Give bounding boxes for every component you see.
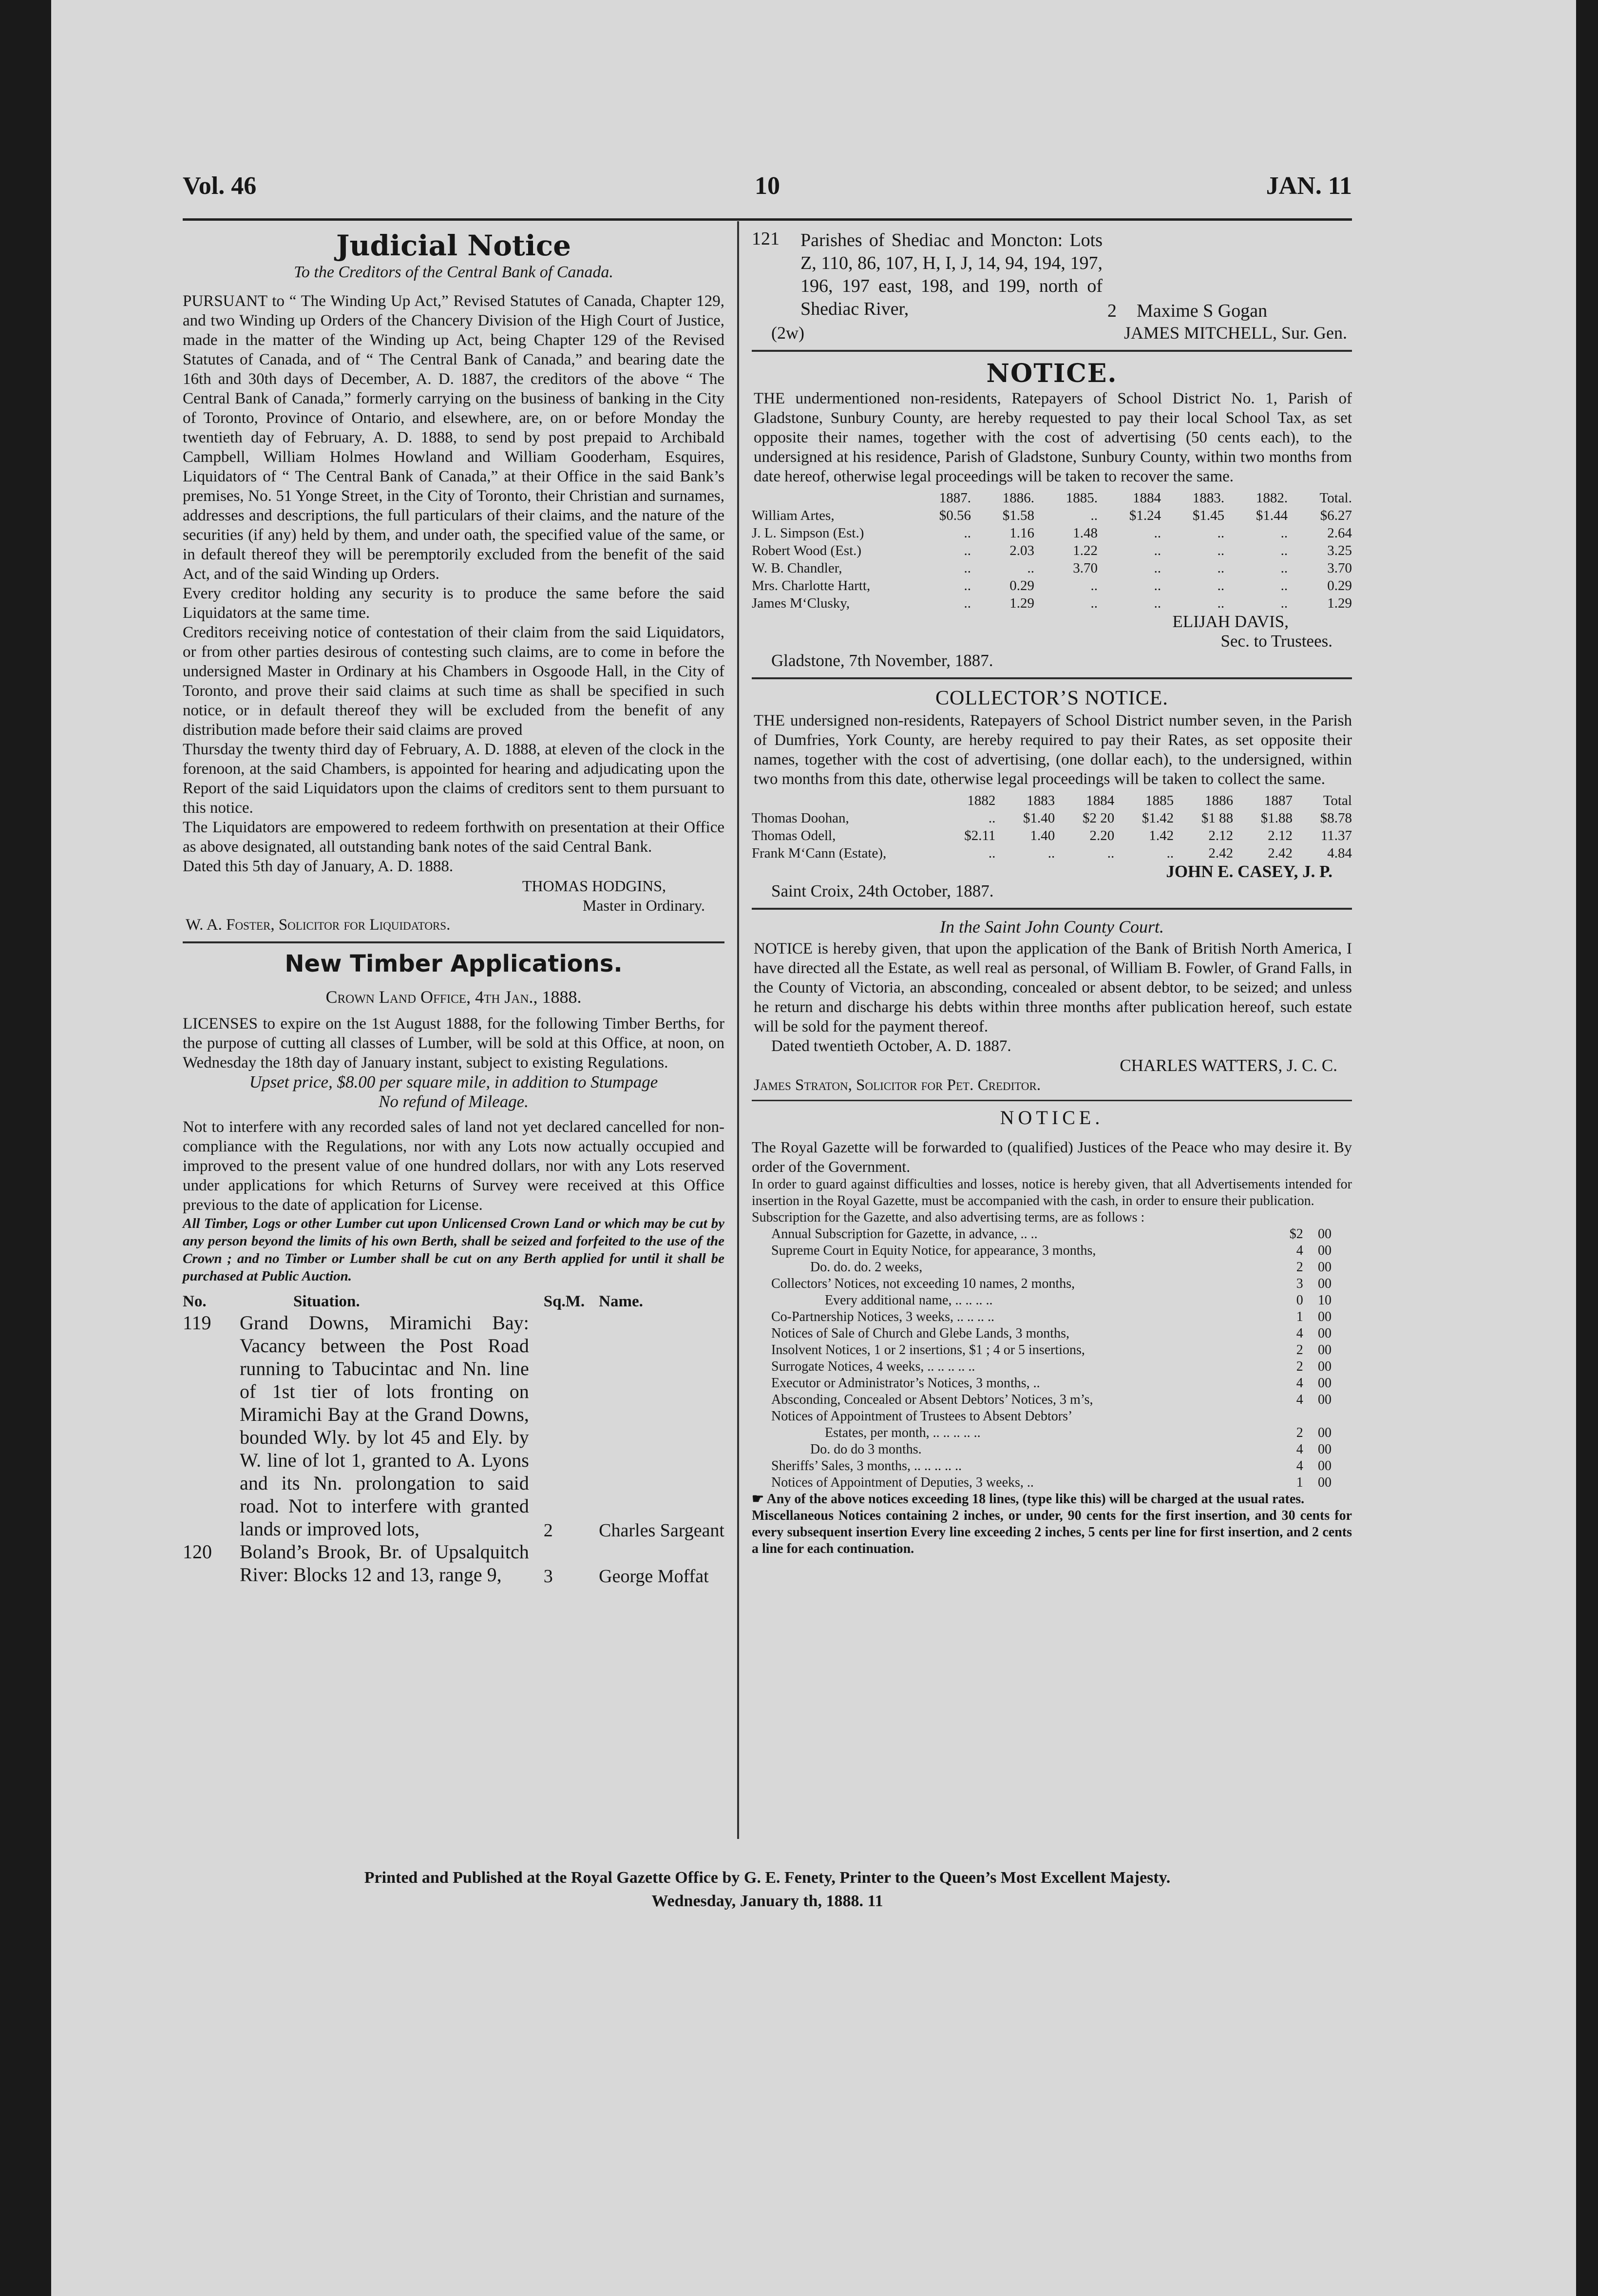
- cell: 3.70: [1073, 560, 1098, 576]
- timber-refund: No refund of Mileage.: [379, 1092, 529, 1111]
- cell: 2.42: [1208, 845, 1234, 861]
- table-row: [771, 1226, 1332, 1243]
- table-row: [752, 524, 1352, 542]
- footer-date-line: Wednesday, January th, 1888. 11: [651, 1892, 883, 1910]
- rate-dollars: 2: [1296, 1425, 1303, 1440]
- cell: $0.56: [939, 508, 971, 524]
- gazette-notice-body: [752, 1137, 1352, 1226]
- cell: $1.58: [1002, 508, 1035, 524]
- table-row: [771, 1474, 1332, 1491]
- table-row: [183, 1540, 724, 1586]
- column-divider: [737, 221, 739, 1839]
- rate-label: Co-Partnership Notices, 3 weeks, .. .. .. ..: [771, 1309, 995, 1324]
- table-row: [771, 1259, 1332, 1276]
- court-body: NOTICE is hereby given, that upon the application of the Bank of British North America, I have directed all the Estate, as well real as personal, of William B. Fowler, of Grand Falls, in the County of Victoria, an absconding, concealed or absent debtor, to be seized; and unless he return and discharge his debts within three months after publication hereof, such estate will be sold for the payment thereof.: [754, 939, 1352, 1035]
- pointing-hand-icon: ☛: [752, 1491, 767, 1507]
- judicial-p3: Creditors receiving notice of contestation of their claim from the said Liquidators, or from other parties desirous of contesting such claims, are to come in before the undersigned Master in Ordinary at his Chambers in Osgoode Hall, in the City of Toronto, and prove their said claims at such time as shall be specified in such notice, or in default thereof they will be excluded from the benefit of any distribution made before their said claims are proved: [183, 623, 724, 739]
- table-row: [771, 1441, 1332, 1458]
- timber-body: [183, 1014, 724, 1285]
- ratepayer-name: Frank M‘Cann (Estate),: [752, 845, 887, 861]
- year-header: 1887: [1264, 792, 1293, 808]
- judicial-p5: The Liquidators are empowered to redeem forthwith on presentation at their Office as above designated, all outstanding bank notes of the said Central Bank.: [183, 818, 724, 856]
- year-header: 1884: [1086, 792, 1115, 808]
- table-row: [771, 1358, 1332, 1375]
- cell: 4.84: [1327, 845, 1352, 861]
- cell: ..: [1090, 508, 1098, 524]
- rate-cents: 10: [1318, 1292, 1332, 1308]
- cell: 0.29: [1327, 578, 1352, 594]
- footer-printer-line: Printed and Published at the Royal Gazette Office by G. E. Fenety, Printer to the Queen’s Most Excellent Majesty.: [364, 1869, 1171, 1887]
- cell: ..: [1027, 560, 1035, 576]
- row-situation: Grand Downs, Miramichi Bay: Vacancy between the Post Road running to Tabucintac and Nn. line of 1st tier of lots fronting on Miramichi Bay at the Grand Downs, bounded Wly. by lot 45 and Ely. by W. line of lot 1, granted to A. Lyons and its Nn. prolongation to said road. Not to interfere with granted lands or improved lots,: [239, 1312, 529, 1540]
- table-row: [771, 1325, 1332, 1342]
- gazette-notice-p4-text: Any of the above notices exceeding 18 lines, (type like this) will be charged at the usual rates.: [766, 1491, 1305, 1507]
- cell: $1 88: [1201, 810, 1234, 826]
- rate-label: Surrogate Notices, 4 weeks, .. .. .. .. ..: [771, 1358, 975, 1374]
- table-row: [771, 1425, 1332, 1441]
- cell: 2.12: [1268, 827, 1293, 843]
- table-row: [752, 559, 1352, 577]
- table-row: [752, 542, 1352, 559]
- judicial-p2: Every creditor holding any security is to produce the same before the said Liquidators at the same time.: [183, 584, 724, 622]
- year-header: 1882.: [1256, 490, 1288, 506]
- cell: ..: [1217, 595, 1225, 612]
- section-rule: [752, 677, 1352, 679]
- cell: 0.29: [1009, 578, 1035, 594]
- judicial-notice-body: [183, 291, 724, 876]
- rate-cents: 00: [1318, 1375, 1332, 1391]
- school-tax-table: [752, 489, 1352, 612]
- year-header: 1887.: [939, 490, 971, 506]
- rate-label: Insolvent Notices, 1 or 2 insertions, $1 ; 4 or 5 insertions,: [771, 1342, 1085, 1358]
- cell: $6.27: [1320, 508, 1352, 524]
- rate-dollars: 0: [1296, 1292, 1303, 1308]
- year-header: 1883.: [1192, 490, 1225, 506]
- rate-dollars: 4: [1296, 1243, 1303, 1258]
- rate-dollars: 4: [1296, 1441, 1303, 1457]
- cell: ..: [964, 595, 971, 612]
- rate-dollars: 2: [1296, 1342, 1303, 1358]
- table-row: [752, 809, 1352, 827]
- rate-cents: 00: [1318, 1392, 1332, 1407]
- cell: ..: [1090, 578, 1098, 594]
- rate-label: Annual Subscription for Gazette, in advance, .. ..: [771, 1226, 1038, 1242]
- ratepayer-name: Thomas Odell,: [752, 827, 836, 843]
- rate-dollars: 2: [1296, 1358, 1303, 1374]
- cell: 1.29: [1009, 595, 1035, 612]
- cell: 1.16: [1009, 525, 1035, 541]
- newspaper-sheet: [51, 0, 1576, 2296]
- timber-table-header: [183, 1292, 724, 1311]
- table-row: [771, 1458, 1332, 1474]
- table-row: [771, 1375, 1332, 1392]
- timber-signature-line: [752, 323, 1352, 343]
- name-header-spacer: [752, 489, 908, 507]
- notice-signer-title: Sec. to Trustees.: [1220, 631, 1332, 651]
- cell: $1.45: [1192, 508, 1225, 524]
- notice-place-date: Gladstone, 7th November, 1887.: [771, 651, 993, 670]
- rate-label: Executor or Administrator’s Notices, 3 months, ..: [771, 1375, 1040, 1391]
- ratepayer-name: Mrs. Charlotte Hartt,: [752, 578, 871, 594]
- year-header: 1885: [1145, 792, 1174, 808]
- page-footer: [183, 1866, 1352, 1913]
- timber-warning: All Timber, Logs or other Lumber cut upon Unlicensed Crown Land or which may be cut by any person beyond the limits of his own Berth, shall be seized and forfeited to the use of the Crown ; and no Timber or Lumber shall be cut on any Berth applied for until it shall be purchased at Public Auction.: [183, 1216, 724, 1284]
- volume-label: Vol. 46: [183, 172, 257, 200]
- cell: ..: [1280, 560, 1288, 576]
- timber-office-date: Crown Land Office, 4th Jan., 1888.: [325, 987, 582, 1007]
- table-row: [752, 594, 1352, 612]
- rate-cents: 00: [1318, 1342, 1332, 1358]
- ratepayer-name: Thomas Doohan,: [752, 810, 849, 826]
- cell: $1.24: [1129, 508, 1161, 524]
- timber-berths-table-continued: [752, 229, 1352, 321]
- row-situation: Parishes of Shediac and Moncton: Lots Z, 110, 86, 107, H, I, J, 14, 94, 194, 197, 196, 197 east, 198, and 199, north of Shediac River,: [800, 230, 1103, 319]
- rate-dollars: 4: [1296, 1375, 1303, 1391]
- cell: ..: [988, 845, 996, 861]
- cell: ..: [988, 810, 996, 826]
- row-no: 121: [752, 229, 780, 249]
- gazette-notice-title: NOTICE.: [1000, 1106, 1104, 1129]
- gazette-notice-p4: [752, 1491, 1352, 1508]
- cell: ..: [1217, 543, 1225, 559]
- cell: ..: [1154, 595, 1161, 612]
- rate-dollars: 4: [1296, 1458, 1303, 1473]
- rate-label: Estates, per month, .. .. .. .. ..: [825, 1425, 981, 1440]
- rate-cents: 00: [1318, 1226, 1332, 1242]
- table-header-row: [752, 792, 1352, 809]
- court-dated: Dated twentieth October, A. D. 1887.: [771, 1037, 1011, 1055]
- row-no: 120: [183, 1541, 212, 1563]
- notice-title: NOTICE.: [986, 359, 1118, 388]
- cell: ..: [964, 525, 971, 541]
- judicial-dated: Dated this 5th day of January, A. D. 1888.: [183, 857, 454, 875]
- total-header: Total: [1323, 792, 1352, 808]
- section-rule: [752, 350, 1352, 352]
- rate-dollars: 1: [1296, 1474, 1303, 1490]
- rate-cents: 00: [1318, 1441, 1332, 1457]
- rate-label: Do. do do 3 months.: [810, 1441, 922, 1457]
- rate-cents: 00: [1318, 1259, 1332, 1275]
- collector-place-date: Saint Croix, 24th October, 1887.: [771, 881, 994, 900]
- rate-label: Notices of Sale of Church and Glebe Lands, 3 months,: [771, 1325, 1069, 1341]
- gazette-notice-p5: Miscellaneous Notices containing 2 inches, or under, 90 cents for the first insertion, and 30 cents for every subsequent insertion Every line exceeding 2 inches, 5 cents per line for first insertion, and 2 cents a line for each continuation.: [752, 1508, 1352, 1556]
- col-name: Name.: [599, 1293, 643, 1311]
- col-situation: Situation.: [293, 1293, 360, 1311]
- cell: $2 20: [1082, 810, 1115, 826]
- advertising-rates-table: [771, 1226, 1332, 1491]
- timber-upset-price: Upset price, $8.00 per square mile, in addition to Stumpage: [249, 1072, 658, 1092]
- collector-body: THE undersigned non-residents, Ratepayers of School District number seven, in the Parish of Dumfries, York County, are hereby required to pay their Rates, as set opposite their names, together with the cost of advertising, (one dollar each), to the undersigned, within two months from this date, otherwise legal proceedings will be taken to collect the same.: [754, 711, 1352, 788]
- collector-rates-table: [752, 792, 1352, 862]
- year-header: 1886.: [1002, 490, 1035, 506]
- total-header: Total.: [1319, 490, 1352, 506]
- rate-cents: 00: [1318, 1276, 1332, 1291]
- insertion-note: (2w): [771, 323, 804, 343]
- gazette-notice-p1: The Royal Gazette will be forwarded to (qualified) Justices of the Peace who may desire it. By order of the Government.: [752, 1138, 1352, 1175]
- rate-label: Notices of Appointment of Deputies, 3 weeks, ..: [771, 1474, 1034, 1490]
- cell: 2.64: [1327, 525, 1352, 541]
- col-no: No.: [183, 1293, 207, 1311]
- timber-p2: Not to interfere with any recorded sales of land not yet declared cancelled for non-compliance with the Regulations, nor with any Lots now actually occupied and improved to the present value of one hundred dollars, nor with any Lots reserved under applications for which Returns of Survey were received at this Office previous to the date of application for License.: [183, 1118, 724, 1214]
- cell: ..: [1280, 543, 1288, 559]
- cell: 2.12: [1208, 827, 1234, 843]
- cell: $1.42: [1141, 810, 1174, 826]
- rate-label: Absconding, Concealed or Absent Debtors’ Notices, 3 m’s,: [771, 1392, 1093, 1407]
- cell: ..: [1280, 578, 1288, 594]
- table-row: [183, 1311, 724, 1540]
- cell: ..: [1217, 560, 1225, 576]
- rate-cents: 00: [1318, 1425, 1332, 1440]
- year-header: 1886: [1205, 792, 1234, 808]
- cell: 1.22: [1073, 543, 1098, 559]
- table-row: [771, 1309, 1332, 1325]
- cell: $1.40: [1023, 810, 1055, 826]
- cell: 2.20: [1089, 827, 1115, 843]
- table-row: [771, 1292, 1332, 1309]
- court-signer: CHARLES WATTERS, J. C. C.: [1120, 1055, 1337, 1075]
- judicial-notice-title: Judicial Notice: [336, 229, 571, 262]
- rate-dollars: $2: [1289, 1226, 1303, 1242]
- judicial-solicitor: W. A. Foster, Solicitor for Liquidators.: [186, 916, 451, 934]
- rate-dollars: 1: [1296, 1309, 1303, 1324]
- judicial-signer: THOMAS HODGINS,: [522, 877, 666, 895]
- cell: $1.88: [1260, 810, 1293, 826]
- rate-dollars: 4: [1296, 1392, 1303, 1407]
- rate-cents: 00: [1318, 1458, 1332, 1473]
- row-name: Charles Sargeant: [599, 1520, 724, 1541]
- table-row: [771, 1392, 1332, 1408]
- notice-body: THE undermentioned non-residents, Ratepayers of School District No. 1, Parish of Gladstone, Sunbury County, are hereby requested to pay their local School Tax, as set opposite their names, together with the cost of advertising (50 cents each), to the undersigned at his residence, Parish of Gladstone, Sunbury County, within two months from date hereof, otherwise legal proceedings will be taken to recover the same.: [754, 390, 1352, 486]
- rate-label: Collectors’ Notices, not exceeding 10 names, 2 months,: [771, 1276, 1075, 1291]
- row-situation: Boland’s Brook, Br. of Upsalquitch River: Blocks 12 and 13, range 9,: [239, 1541, 529, 1586]
- header-rule: [183, 218, 1352, 221]
- table-header-row: [752, 489, 1352, 507]
- col-sqm: Sq.M.: [543, 1293, 585, 1311]
- table-row: [771, 1276, 1332, 1292]
- cell: 3.25: [1327, 543, 1352, 559]
- rate-cents: 00: [1318, 1309, 1332, 1324]
- surveyor-signature: JAMES MITCHELL, Sur. Gen.: [1124, 323, 1347, 343]
- table-row: [752, 507, 1352, 524]
- rate-label: Every additional name, .. .. .. ..: [825, 1292, 993, 1308]
- rate-dollars: [1269, 1408, 1303, 1425]
- judicial-p1: PURSUANT to “ The Winding Up Act,” Revised Statutes of Canada, Chapter 129, and two Winding up Orders of the Chancery Division of the High Court of Justice, made in the matter of the Winding up Act, being Chapter 129 of the Revised Statutes of Canada, and of “ The Central Bank of Canada,” and bearing date the 16th and 30th days of December, A. D. 1887, the creditors of the above “ The Central Bank of Canada,” formerly carrying on the business of banking in the City of Toronto, Province of Ontario, and elsewhere, are, on or before Monday the twentieth day of February, A. D. 1888, to send by post prepaid to Archibald Campbell, William Holmes Howland and William Gooderham, Esquires, Liquidators of “ The Central Bank of Canada,” at their Office in the said Bank’s premises, No. 51 Yonge Street, in the City of Toronto, their Christian and surnames, addresses and descriptions, the full particulars of their claims, and the nature of the securities (if any) held by them, and under oath, the specified value of the same, or in default thereof they will be peremptorily excluded from the benefit of the said Act, and of the said Winding up Orders.: [183, 292, 724, 583]
- cell: 1.40: [1030, 827, 1055, 843]
- rate-cents: 00: [1318, 1243, 1332, 1258]
- cell: ..: [964, 578, 971, 594]
- cell: ..: [1217, 578, 1225, 594]
- cell: ..: [1166, 845, 1174, 861]
- ratepayer-name: William Artes,: [752, 508, 835, 524]
- issue-date: JAN. 11: [1266, 172, 1352, 200]
- section-rule: [752, 1100, 1352, 1101]
- rate-label: Do. do. do. 2 weeks,: [810, 1259, 923, 1275]
- collector-title: COLLECTOR’S NOTICE.: [935, 687, 1168, 710]
- cell: 1.29: [1327, 595, 1352, 612]
- table-row: [752, 827, 1352, 844]
- rate-label: Notices of Appointment of Trustees to Absent Debtors’: [771, 1408, 1073, 1424]
- timber-berths-table: [183, 1292, 724, 1586]
- rate-dollars: 2: [1296, 1259, 1303, 1275]
- collector-signer: JOHN E. CASEY, J. P.: [1166, 861, 1332, 881]
- rate-dollars: 3: [1296, 1276, 1303, 1291]
- cell: ..: [1107, 845, 1115, 861]
- cell: 1.42: [1149, 827, 1174, 843]
- table-row: [752, 844, 1352, 862]
- rate-label: Supreme Court in Equity Notice, for appearance, 3 months,: [771, 1243, 1096, 1258]
- ratepayer-name: Robert Wood (Est.): [752, 543, 862, 559]
- cell: ..: [1154, 560, 1161, 576]
- cell: ..: [1154, 525, 1161, 541]
- gazette-notice-p3: Subscription for the Gazette, and also advertising terms, are as follows :: [752, 1209, 1145, 1225]
- row-no: 119: [183, 1312, 211, 1334]
- rate-dollars: 4: [1296, 1325, 1303, 1341]
- gazette-page: [183, 161, 1352, 2027]
- cell: ..: [964, 543, 971, 559]
- rate-cents: 00: [1318, 1325, 1332, 1341]
- rate-cents: 00: [1318, 1474, 1332, 1490]
- right-column: [752, 229, 1352, 1557]
- table-row: [771, 1243, 1332, 1259]
- year-header: 1884: [1133, 490, 1161, 506]
- row-sqm: 2: [1107, 301, 1117, 321]
- cell: 2.42: [1268, 845, 1293, 861]
- row-sqm: 3: [543, 1566, 553, 1587]
- cell: ..: [1090, 595, 1098, 612]
- year-header: 1882: [967, 792, 996, 808]
- cell: ..: [1154, 543, 1161, 559]
- table-row: [771, 1408, 1332, 1425]
- table-row: [752, 229, 1352, 321]
- section-rule: [752, 908, 1352, 910]
- court-solicitor: James Straton, Solicitor for Pet. Creditor.: [754, 1076, 1041, 1094]
- cell: 3.70: [1327, 560, 1352, 576]
- cell: 11.37: [1320, 827, 1352, 843]
- cell: ..: [1280, 525, 1288, 541]
- row-sqm: 2: [543, 1520, 553, 1541]
- name-header-spacer: [752, 792, 937, 809]
- cell: ..: [964, 560, 971, 576]
- cell: $1.44: [1256, 508, 1288, 524]
- rate-label: Sheriffs’ Sales, 3 months, .. .. .. .. ..: [771, 1458, 962, 1473]
- cell: ..: [1217, 525, 1225, 541]
- cell: 1.48: [1073, 525, 1098, 541]
- rate-cents: [1303, 1408, 1332, 1425]
- section-rule: [183, 941, 724, 943]
- gazette-notice-terms: [752, 1491, 1352, 1557]
- year-header: 1883: [1027, 792, 1055, 808]
- gazette-notice-p2: In order to guard against difficulties and losses, notice is hereby given, that all Advertisements intended for insertion in the Royal Gazette, must be accompanied with the cash, in order to ensure their publication.: [752, 1176, 1352, 1208]
- page-number: 10: [755, 172, 780, 200]
- row-name: George Moffat: [599, 1566, 709, 1587]
- timber-title: New Timber Applications.: [285, 950, 623, 977]
- cell: ..: [1047, 845, 1055, 861]
- judicial-notice-subtitle: To the Creditors of the Central Bank of Canada.: [294, 263, 613, 281]
- cell: ..: [1280, 595, 1288, 612]
- table-row: [771, 1342, 1332, 1358]
- timber-p1: LICENSES to expire on the 1st August 1888, for the following Timber Berths, for the purpose of cutting all classes of Lumber, will be sold at this Office, at noon, on Wednesday the 18th day of January instant, subject to existing Regulations.: [183, 1015, 724, 1072]
- notice-signer: ELIJAH DAVIS,: [1172, 612, 1289, 631]
- cell: $2.11: [964, 827, 996, 843]
- court-title: In the Saint John County Court.: [940, 917, 1164, 937]
- row-name: Maxime S Gogan: [1137, 301, 1268, 321]
- cell: ..: [1154, 578, 1161, 594]
- judicial-signer-title: Master in Ordinary.: [582, 896, 705, 914]
- ratepayer-name: W. B. Chandler,: [752, 560, 842, 576]
- left-column: [183, 229, 724, 1586]
- judicial-p4: Thursday the twenty third day of February, A. D. 1888, at eleven of the clock in the forenoon, at the said Chambers, is appointed for hearing and adjudicating upon the Report of the said Liquidators upon the claims of creditors sent to them pursuant to this notice.: [183, 740, 724, 817]
- ratepayer-name: James M‘Clusky,: [752, 595, 850, 612]
- ratepayer-name: J. L. Simpson (Est.): [752, 525, 864, 541]
- table-row: [752, 577, 1352, 594]
- cell: $8.78: [1320, 810, 1352, 826]
- rate-cents: 00: [1318, 1358, 1332, 1374]
- year-header: 1885.: [1065, 490, 1098, 506]
- cell: 2.03: [1009, 543, 1035, 559]
